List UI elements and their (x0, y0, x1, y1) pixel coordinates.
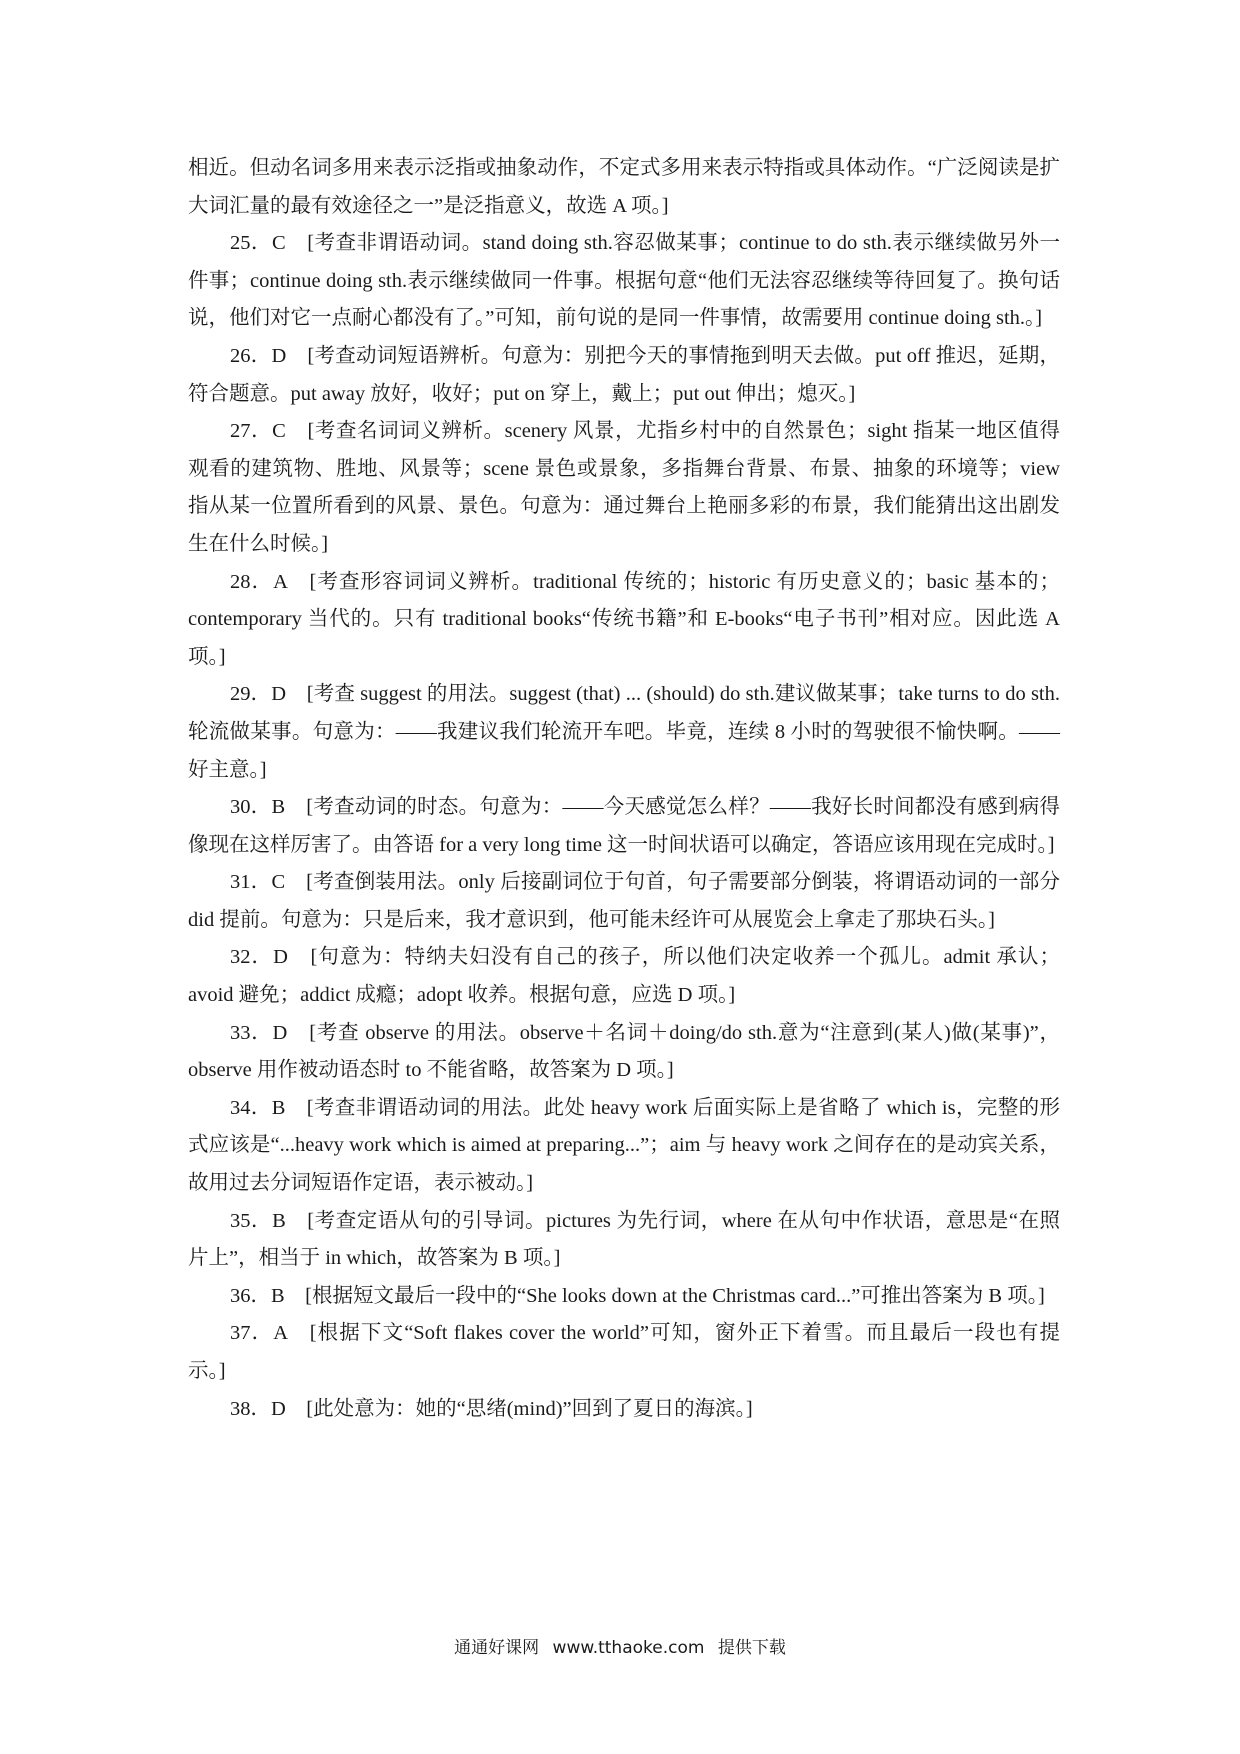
answer-item-33: 33．D [考查 observe 的用法。observe＋名词＋doing/do sth.意为“注意到(某人)做(某事)”，observe 用作被动语态时 to 不能省略，故答案为 D 项。] (188, 1021, 1060, 1082)
answer-item-29: 29．D [考查 suggest 的用法。suggest (that) ... (should) do sth.建议做某事；take turns to do sth.轮流做某事。句意为：——我建议我们轮流开车吧。毕竟，连续 8 小时的驾驶很不愉快啊。——好主意。] (188, 683, 1060, 781)
footer-site-name: 通通好课网 (454, 1638, 540, 1658)
footer-url: www.tthaoke.com (552, 1638, 705, 1658)
answer-item-27: 27．C [考查名词词义辨析。scenery 风景，尤指乡村中的自然景色；sight 指某一地区值得观看的建筑物、胜地、风景等；scene 景色或景象，多指舞台背景、布景、抽象的环境等；view 指从某一位置所看到的风景、景色。句意为：通过舞台上艳丽多彩的布景，我们能猜出这出剧发生在什么时候。] (188, 420, 1060, 555)
answer-item-35: 35．B [考查定语从句的引导词。pictures 为先行词，where 在从句中作状语，意思是“在照片上”，相当于 in which，故答案为 B 项。] (188, 1209, 1060, 1270)
answer-item-28: 28．A [考查形容词词义辨析。traditional 传统的；historic 有历史意义的；basic 基本的；contemporary 当代的。只有 traditional books“传统书籍”和 E-books“电子书刊”相对应。因此选 A 项。] (188, 570, 1060, 668)
answer-item-25: 25．C [考查非谓语动词。stand doing sth.容忍做某事；continue to do sth.表示继续做另外一件事；continue doing sth.表示继续做同一件事。根据句意“他们无法容忍继续等待回复了。换句话说，他们对它一点耐心都没有了。”可知，前句说的是同一件事情，故需要用 continue doing sth.。] (188, 232, 1060, 330)
answer-item-37: 37．A [根据下文“Soft flakes cover the world”可知，窗外正下着雪。而且最后一段也有提示。] (188, 1322, 1060, 1382)
document-body (188, 150, 1060, 1428)
answer-item-31: 31．C [考查倒装用法。only 后接副词位于句首，句子需要部分倒装，将谓语动词的一部分 did 提前。句意为：只是后来，我才意识到，他可能未经许可从展览会上拿走了那块石头。] (188, 871, 1060, 931)
page-footer (0, 1633, 1240, 1658)
paragraph-continuation: 相近。但动名词多用来表示泛指或抽象动作，不定式多用来表示特指或具体动作。“广泛阅读是扩大词汇量的最有效途径之一”是泛指意义，故选 A 项。] (188, 157, 1060, 217)
footer-suffix: 提供下载 (717, 1638, 786, 1658)
answer-item-38: 38．D [此处意为：她的“思绪(mind)”回到了夏日的海滨。] (230, 1397, 753, 1420)
answer-item-30: 30．B [考查动词的时态。句意为：——今天感觉怎么样？——我好长时间都没有感到病得像现在这样厉害了。由答语 for a very long time 这一时间状语可以确定，答语应该用现在完成时。] (188, 796, 1060, 856)
answer-item-34: 34．B [考查非谓语动词的用法。此处 heavy work 后面实际上是省略了 which is，完整的形式应该是“...heavy work which is aimed at preparing...”；aim 与 heavy work 之间存在的是动宾关系，故用过去分词短语作定语，表示被动。] (188, 1096, 1060, 1195)
answer-item-32: 32．D [句意为：特纳夫妇没有自己的孩子，所以他们决定收养一个孤儿。admit 承认；avoid 避免；addict 成瘾；adopt 收养。根据句意，应选 D 项。] (188, 946, 1060, 1007)
answer-item-26: 26．D [考查动词短语辨析。句意为：别把今天的事情拖到明天去做。put off 推迟，延期，符合题意。put away 放好，收好；put on 穿上，戴上；put out 伸出；熄灭。] (188, 344, 1060, 405)
answer-item-36: 36．B [根据短文最后一段中的“She looks down at the Christmas card...”可推出答案为 B 项。] (230, 1284, 1045, 1307)
